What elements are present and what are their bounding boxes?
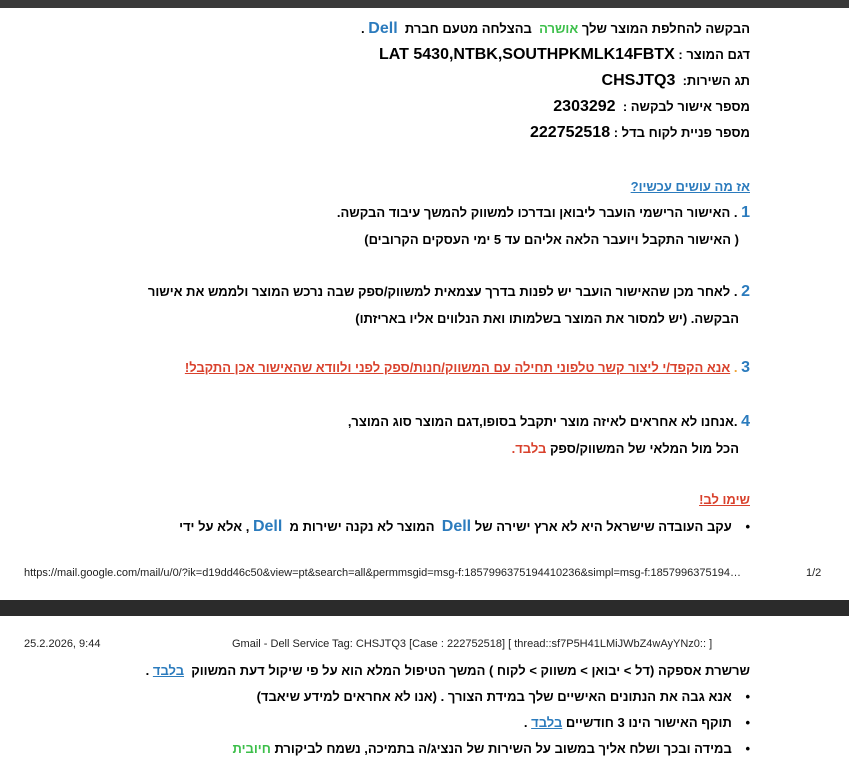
step-1-note: ( האישור התקבל ויועבר הלאה אליהם עד 5 ימי העסקים הקרובים) bbox=[364, 232, 739, 247]
feedback-bullet: • במידה ובכך ושלח אליך במשוב על השירות של הנציג/ה בתמיכה, נשמח לביקורת חיובית bbox=[232, 741, 750, 756]
footer-url: https://mail.google.com/mail/u/0/?ik=d19dd46c50&view=pt&search=all&permmsgid=msg-f:1857996375194410236&simpl=msg-f:1857996375194… bbox=[24, 567, 741, 579]
backup-bullet: • אנא גבה את הנתונים האישיים שלך במידת הצורך . (אנו לא אחראים למידע שיאבד) bbox=[256, 689, 750, 704]
notice-heading: שימו לב! bbox=[699, 492, 750, 507]
intro-line: הבקשה להחלפת המוצר שלך אושרה בהצלחה מטעם חברת Dell . bbox=[361, 20, 750, 37]
step-2-note: הבקשה. (יש למסור את המוצר בשלמותו ואת הנלווים אליו באריזתו) bbox=[355, 311, 739, 326]
step-4: 4 .אנחנו לא אחראים לאיזה מוצר יתקבל בסופו,דגם המוצר סוג המוצר, bbox=[347, 413, 750, 430]
case-line: מספר פניית לקוח בדל : 222752518 bbox=[530, 124, 750, 141]
model-line: דגם המוצר : LAT 5430,NTBK,SOUTHPKMLK14FBTX bbox=[379, 46, 750, 63]
page-separator bbox=[0, 600, 849, 616]
service-tag-line: תג השירות: CHSJTQ3 bbox=[601, 72, 750, 89]
step-2: 2 . לאחר מכן שהאישור הועבר יש לפנות בדרך עצמאית למשווק/ספק שבה נרכש המוצר ולממש את אישור bbox=[147, 283, 750, 300]
step-3: 3 . אנא הקפד/י ליצור קשר טלפוני תחילה עם המשווק/חנות/ספק לפני ולוודא שהאישור אכן התקבל! bbox=[184, 359, 750, 376]
notice-bullet: • עקב העובדה שישראל היא לא ארץ ישירה של Dell המוצר לא נקנה ישירות מ Dell , אלא על ידי bbox=[179, 518, 750, 535]
validity-bullet: • תוקף האישור הינו 3 חודשיים בלבד . bbox=[523, 715, 750, 730]
footer-page-number: 1/2 bbox=[806, 567, 822, 579]
step-4-note: הכל מול המלאי של המשווק/ספק בלבד. bbox=[511, 441, 739, 456]
step-1: 1 . האישור הרישמי הועבר ליבואן ובדרכו למשווק להמשך עיבוד הבקשה. bbox=[336, 204, 750, 221]
what-now-heading: אז מה עושים עכשיו? bbox=[630, 179, 750, 194]
viewer-top-bar bbox=[0, 0, 849, 8]
dell-brand: Dell bbox=[368, 20, 398, 37]
print-date: 25.2.2026, 9:44 bbox=[24, 638, 101, 650]
supply-chain-line: שרשרת אספקה (דל > יבואן > משווק > לקוח ) המשך הטיפול המלא הוא על פי שיקול דעת המשווק בלבד . bbox=[145, 663, 750, 678]
print-title: Gmail - Dell Service Tag: CHSJTQ3 [Case : 222752518] [ thread::sf7P5H41LMiJWbZ4wAyYNz0:: ] bbox=[232, 638, 713, 650]
approval-line: מספר אישור לבקשה : 2303292 bbox=[553, 98, 750, 115]
